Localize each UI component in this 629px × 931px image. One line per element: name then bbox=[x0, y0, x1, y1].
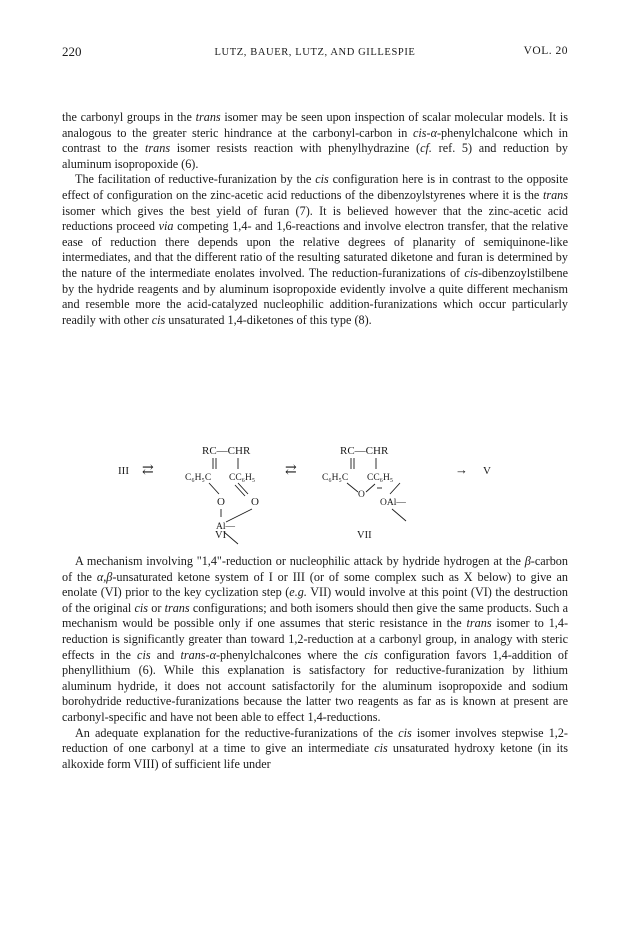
equilibrium-arrow-1: ⇄ bbox=[142, 463, 154, 478]
vii-top-group: RC—CHR bbox=[340, 445, 389, 457]
text-block-top bbox=[62, 110, 568, 328]
vi-oxygen-left: O bbox=[217, 496, 225, 508]
reaction-scheme-svg bbox=[62, 408, 568, 548]
paragraph-4: An adequate explanation for the reductive-furanizations of the cis isomer involves stepwise 1,2-reduction of one carbonyl at a time to give an intermediate cis unsaturated hydroxy ketone (in its alkoxide form VIII) of sufficient life under bbox=[62, 725, 568, 771]
vi-double-bond-d bbox=[235, 485, 245, 496]
vii-left-carbon: C₆H₅C bbox=[322, 473, 349, 483]
vii-al-bond bbox=[392, 509, 406, 521]
compound-III-label: III bbox=[118, 465, 129, 477]
running-title: LUTZ, BAUER, LUTZ, AND GILLESPIE bbox=[214, 47, 416, 58]
equilibrium-arrow-2: ⇄ bbox=[285, 463, 297, 478]
vii-bond-c-oal bbox=[390, 483, 400, 494]
vi-al-bond bbox=[224, 532, 238, 544]
paragraph-3: A mechanism involving "1,4"-reduction or nucleophilic attack by hydride hydrogen at the β-carbon of the α,β-unsaturated ketone system of I or III (or of some complex such as X below) to give an enolate (VI) prior to the key cyclization step (e.g. VII) would involve at this point (VI) the destruction of the original cis or trans configurations; and both isomers should then give the same products. Such a mechanism would be possible only if one assumes that steric resistance in the trans isomer to 1,4-reduction is significantly greater than toward 1,2-reduction at a carbonyl group, in analogy with steric effects in the cis and trans-α-phenylchalcones where the cis configuration favors 1,4-addition of phenyllithium (6). While this explanation is satisfactory for reductive-furanization by lithium aluminum hydride, it does not account satisfactorily for the aluminum isopropoxide and sodium borohydride reductive-furanizations because the latter two reagents as far as is known at present are carbonyl-specific and have not been able to effect 1,4-reductions. bbox=[62, 554, 569, 724]
vi-double-bond-c bbox=[238, 483, 248, 494]
structure-VII bbox=[322, 445, 406, 521]
page-number: 220 bbox=[62, 44, 82, 59]
vi-oxygen-right: O bbox=[251, 496, 259, 508]
vii-bond-left-o bbox=[347, 483, 358, 492]
compound-V-label: V bbox=[483, 465, 491, 477]
reaction-scheme bbox=[62, 408, 568, 548]
vii-bond-o-right bbox=[366, 484, 375, 492]
structure-VI-label: VI bbox=[215, 530, 227, 541]
vi-bond-o-al-2 bbox=[226, 509, 252, 522]
vi-left-carbon: C₆H₅C bbox=[185, 473, 212, 483]
vi-aluminum: Al— bbox=[216, 522, 235, 532]
forward-arrow: → bbox=[455, 462, 468, 477]
structure-VII-label: VII bbox=[357, 530, 372, 541]
vi-right-carbon: CC₆H₅ bbox=[229, 473, 256, 483]
vi-bond-left-o bbox=[209, 483, 219, 494]
page-header bbox=[62, 44, 568, 62]
vi-top-group: RC—CHR bbox=[202, 445, 251, 457]
paragraph-1: the carbonyl groups in the trans isomer may be seen upon inspection of scalar molecular models. It is analogous to the greater steric hindrance at the carbonyl-carbon in cis-α-phenylchalcone which in contrast to the trans isomer resists reaction with phenylhydrazine (cf. ref. 5) and reduction by aluminum isopropoxide (6). bbox=[62, 110, 568, 171]
paragraph-2: The facilitation of reductive-furanization by the cis configuration here is in contrast to the opposite effect of configuration on the zinc-acetic acid reductions of the dibenzoylstyrenes where it is the trans isomer which gives the best yield of furan (7). It is believed however that the zinc-acetic acid reductions proceed via competing 1,4- and 1,6-reactions and involve electron transfer, that the relative ease of reduction there depends upon the relative degrees of planarity of semiquinone-like intermediates, and that the different ratio of the resulting saturated diketone and furan is determined by the nature of the intermediate enolates involved. The reduction-furanizations of cis-dibenzoylstilbene by the hydride reagents and by aluminum isopropoxide evidently involve a quite different mechanism and resemble more the acid-catalyzed nucleophilic addition-furanizations which occur particularly readily with other cis unsaturated 1,4-diketones of this type (8). bbox=[62, 172, 568, 327]
vii-right-carbon: CC₆H₅ bbox=[367, 473, 394, 483]
vii-oal: OAl— bbox=[380, 498, 406, 508]
vii-ring-oxygen: O bbox=[358, 490, 365, 500]
volume-label: VOL. 20 bbox=[523, 45, 568, 57]
text-block-bottom bbox=[62, 554, 568, 772]
